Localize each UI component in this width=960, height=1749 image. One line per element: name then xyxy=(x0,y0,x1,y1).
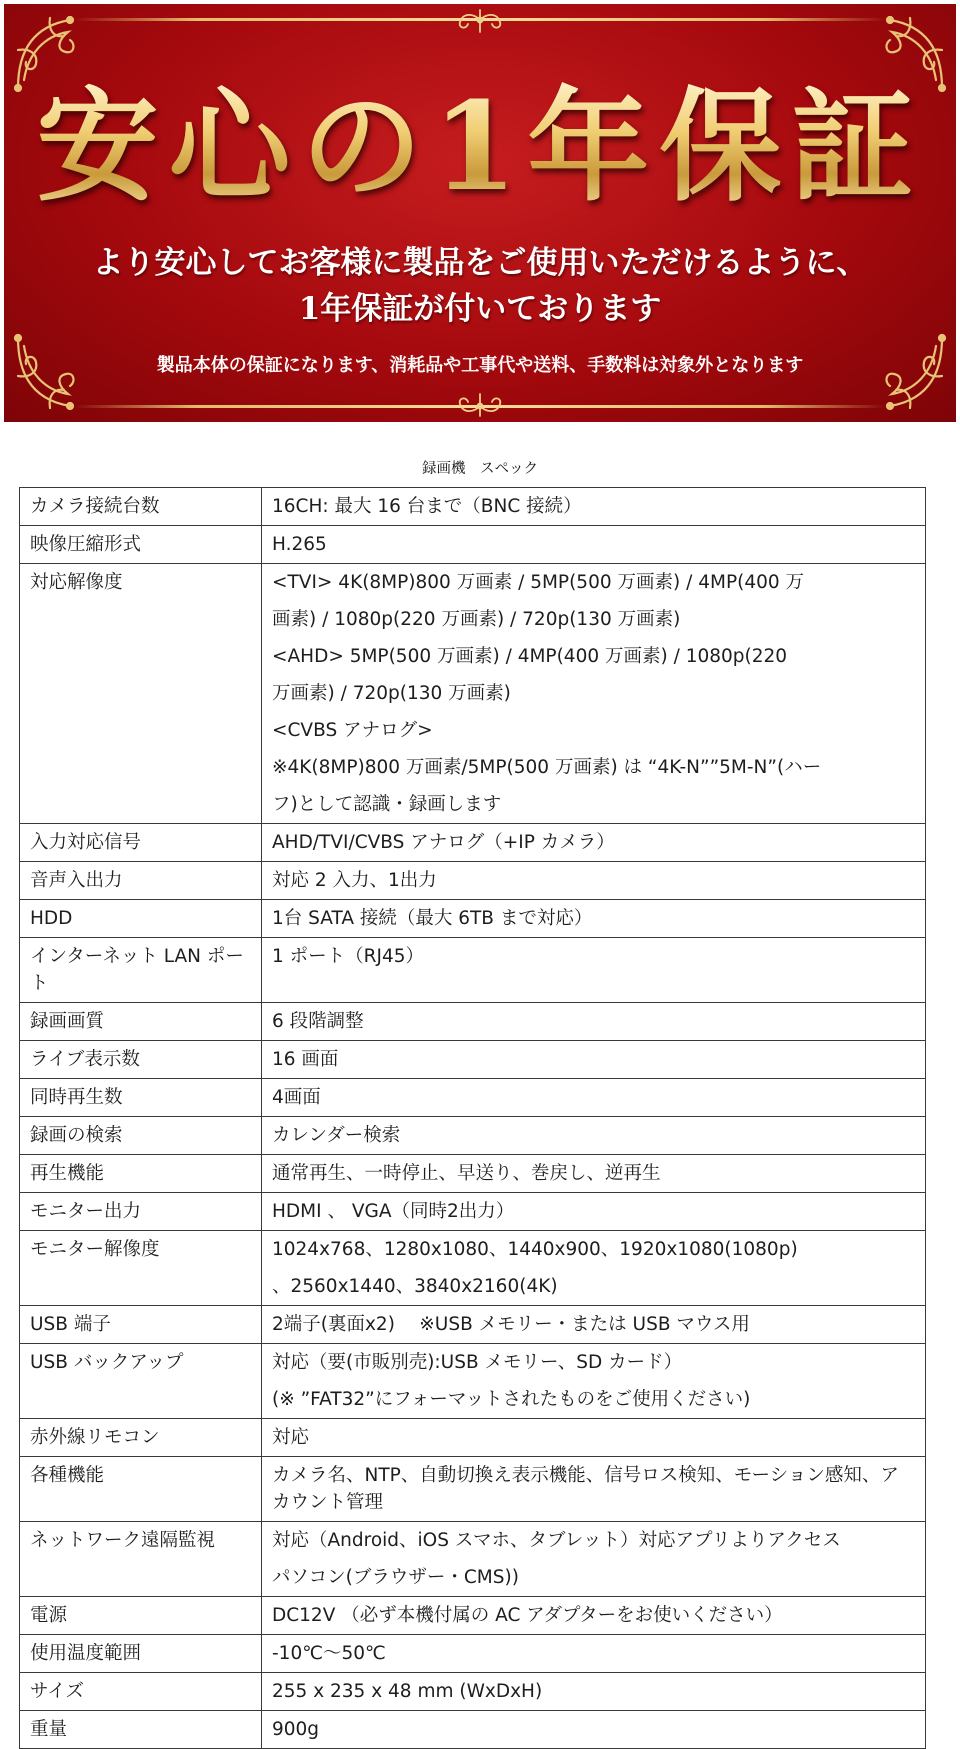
spec-value-line: 、2560x1440、3840x2160(4K) xyxy=(272,1276,558,1297)
spec-row xyxy=(20,488,926,526)
spec-table xyxy=(19,487,926,1749)
spec-row xyxy=(20,1231,926,1306)
spec-value-line: 通常再生、一時停止、早送り、巻戻し、逆再生 xyxy=(272,1163,661,1184)
spec-value xyxy=(262,1522,926,1597)
spec-value xyxy=(262,1711,926,1749)
spec-value xyxy=(262,824,926,862)
spec-value-line: ※4K(8MP)800 万画素/5MP(500 万画素) は “4K-N””5M-N”(ハー xyxy=(272,757,822,778)
spec-value xyxy=(262,526,926,564)
spec-key: サイズ xyxy=(20,1673,262,1711)
spec-value-line: カメラ名、NTP、自動切換え表示機能、信号ロス検知、モーション感知、アカウント管理 xyxy=(272,1465,899,1513)
spec-value xyxy=(262,1344,926,1419)
spec-row xyxy=(20,1155,926,1193)
spec-row xyxy=(20,900,926,938)
spec-value-line: 対応 xyxy=(272,1427,310,1448)
spec-value-line: 対応 2 入力、1出力 xyxy=(272,870,437,891)
spec-value-line: 万画素) / 720p(130 万画素) xyxy=(272,683,511,704)
spec-value xyxy=(262,1419,926,1457)
spec-row xyxy=(20,1003,926,1041)
spec-row xyxy=(20,564,926,824)
spec-key: インターネット LAN ポート xyxy=(20,938,262,1003)
spec-value-line: 2端子(裏面x2) ※USB メモリー・または USB マウス用 xyxy=(272,1314,750,1335)
spec-caption: 録画機 スペック xyxy=(422,461,538,477)
spec-key: 音声入出力 xyxy=(20,862,262,900)
spec-value-line: (※ ”FAT32”にフォーマットされたものをご使用ください) xyxy=(272,1389,751,1410)
spec-value-line: 900g xyxy=(272,1719,320,1740)
spec-row xyxy=(20,1597,926,1635)
spec-key: 入力対応信号 xyxy=(20,824,262,862)
spec-row xyxy=(20,1419,926,1457)
spec-value-line: H.265 xyxy=(272,534,327,555)
spec-row xyxy=(20,1711,926,1749)
spec-key: 赤外線リモコン xyxy=(20,1419,262,1457)
spec-key: 再生機能 xyxy=(20,1155,262,1193)
spec-key: 映像圧縮形式 xyxy=(20,526,262,564)
spec-key: モニター出力 xyxy=(20,1193,262,1231)
spec-value-line: HDMI 、 VGA（同時2出力） xyxy=(272,1201,515,1222)
spec-key: HDD xyxy=(20,900,262,938)
spec-row xyxy=(20,1344,926,1419)
spec-value-line: 対応（Android、iOS スマホ、タブレット）対応アプリよりアクセス xyxy=(272,1530,841,1551)
spec-value xyxy=(262,1673,926,1711)
spec-value-line: 画素) / 1080p(220 万画素) / 720p(130 万画素) xyxy=(272,609,681,630)
spec-value-line: 1024x768、1280x1080、1440x900、1920x1080(1080p) xyxy=(272,1239,798,1260)
spec-key: 各種機能 xyxy=(20,1457,262,1522)
spec-key: 重量 xyxy=(20,1711,262,1749)
spec-value-line: -10℃～50℃ xyxy=(272,1643,386,1664)
warranty-note: 製品本体の保証になります、消耗品や工事代や送料、手数料は対象外となります xyxy=(156,355,804,376)
spec-value-line: 255 x 235 x 48 mm (WxDxH) xyxy=(272,1681,543,1702)
spec-key: 同時再生数 xyxy=(20,1079,262,1117)
spec-value-line: 16CH: 最大 16 台まで（BNC 接続） xyxy=(272,496,582,517)
spec-key: 電源 xyxy=(20,1597,262,1635)
spec-value-line: 対応（要(市販別売):USB メモリー、SD カード） xyxy=(272,1352,683,1373)
spec-value xyxy=(262,1079,926,1117)
spec-value xyxy=(262,1597,926,1635)
spec-value xyxy=(262,1003,926,1041)
spec-row xyxy=(20,1079,926,1117)
spec-key: カメラ接続台数 xyxy=(20,488,262,526)
spec-value-line: パソコン(ブラウザー・CMS)) xyxy=(272,1567,519,1588)
spec-key: USB バックアップ xyxy=(20,1344,262,1419)
spec-key: モニター解像度 xyxy=(20,1231,262,1306)
spec-key: USB 端子 xyxy=(20,1306,262,1344)
spec-key: 録画の検索 xyxy=(20,1117,262,1155)
spec-value xyxy=(262,1457,926,1522)
spec-key: 録画画質 xyxy=(20,1003,262,1041)
spec-value xyxy=(262,1117,926,1155)
spec-row xyxy=(20,1193,926,1231)
spec-value-line: <TVI> 4K(8MP)800 万画素 / 5MP(500 万画素) / 4MP(400 万 xyxy=(272,572,805,593)
spec-key: ネットワーク遠隔監視 xyxy=(20,1522,262,1597)
center-ornament-icon xyxy=(450,6,510,36)
spec-row xyxy=(20,526,926,564)
spec-value-line: 16 画面 xyxy=(272,1049,339,1070)
spec-value-line: 1台 SATA 接続（最大 6TB まで対応） xyxy=(272,908,593,929)
spec-value xyxy=(262,1155,926,1193)
spec-value-line: <CVBS アナログ> xyxy=(272,720,433,741)
spec-value xyxy=(262,488,926,526)
spec-row xyxy=(20,1522,926,1597)
spec-value xyxy=(262,900,926,938)
spec-value xyxy=(262,1041,926,1079)
warranty-subline-1: より安心してお客様に製品をご使用いただけるように、 xyxy=(92,245,868,281)
spec-value-line: <AHD> 5MP(500 万画素) / 4MP(400 万画素) / 1080p(220 xyxy=(272,646,788,667)
spec-row xyxy=(20,824,926,862)
spec-value xyxy=(262,564,926,824)
spec-value xyxy=(262,1306,926,1344)
center-ornament-icon xyxy=(450,390,510,420)
spec-value-line: 4画面 xyxy=(272,1087,321,1108)
spec-row xyxy=(20,862,926,900)
spec-row xyxy=(20,938,926,1003)
spec-row xyxy=(20,1673,926,1711)
spec-value-line: 6 段階調整 xyxy=(272,1011,364,1032)
spec-key: ライブ表示数 xyxy=(20,1041,262,1079)
warranty-subline-2: 1年保証が付いております xyxy=(298,291,662,327)
spec-row xyxy=(20,1041,926,1079)
spec-value xyxy=(262,1193,926,1231)
spec-row xyxy=(20,1117,926,1155)
spec-value-line: AHD/TVI/CVBS アナログ（+IP カメラ） xyxy=(272,832,615,853)
warranty-banner xyxy=(4,4,956,422)
spec-value xyxy=(262,1231,926,1306)
spec-value xyxy=(262,862,926,900)
spec-value-line: カレンダー検索 xyxy=(272,1125,401,1146)
spec-value xyxy=(262,938,926,1003)
spec-value-line: DC12V （必ず本機付属の AC アダプターをお使いください） xyxy=(272,1605,783,1626)
warranty-headline: 安心の1年保証 xyxy=(4,76,956,216)
spec-value-line: 1 ポート（RJ45） xyxy=(272,946,425,967)
spec-value-line: フ)として認識・録画します xyxy=(272,794,502,815)
spec-key: 使用温度範囲 xyxy=(20,1635,262,1673)
spec-row xyxy=(20,1457,926,1522)
spec-row xyxy=(20,1306,926,1344)
spec-key: 対応解像度 xyxy=(20,564,262,824)
spec-row xyxy=(20,1635,926,1673)
spec-value xyxy=(262,1635,926,1673)
